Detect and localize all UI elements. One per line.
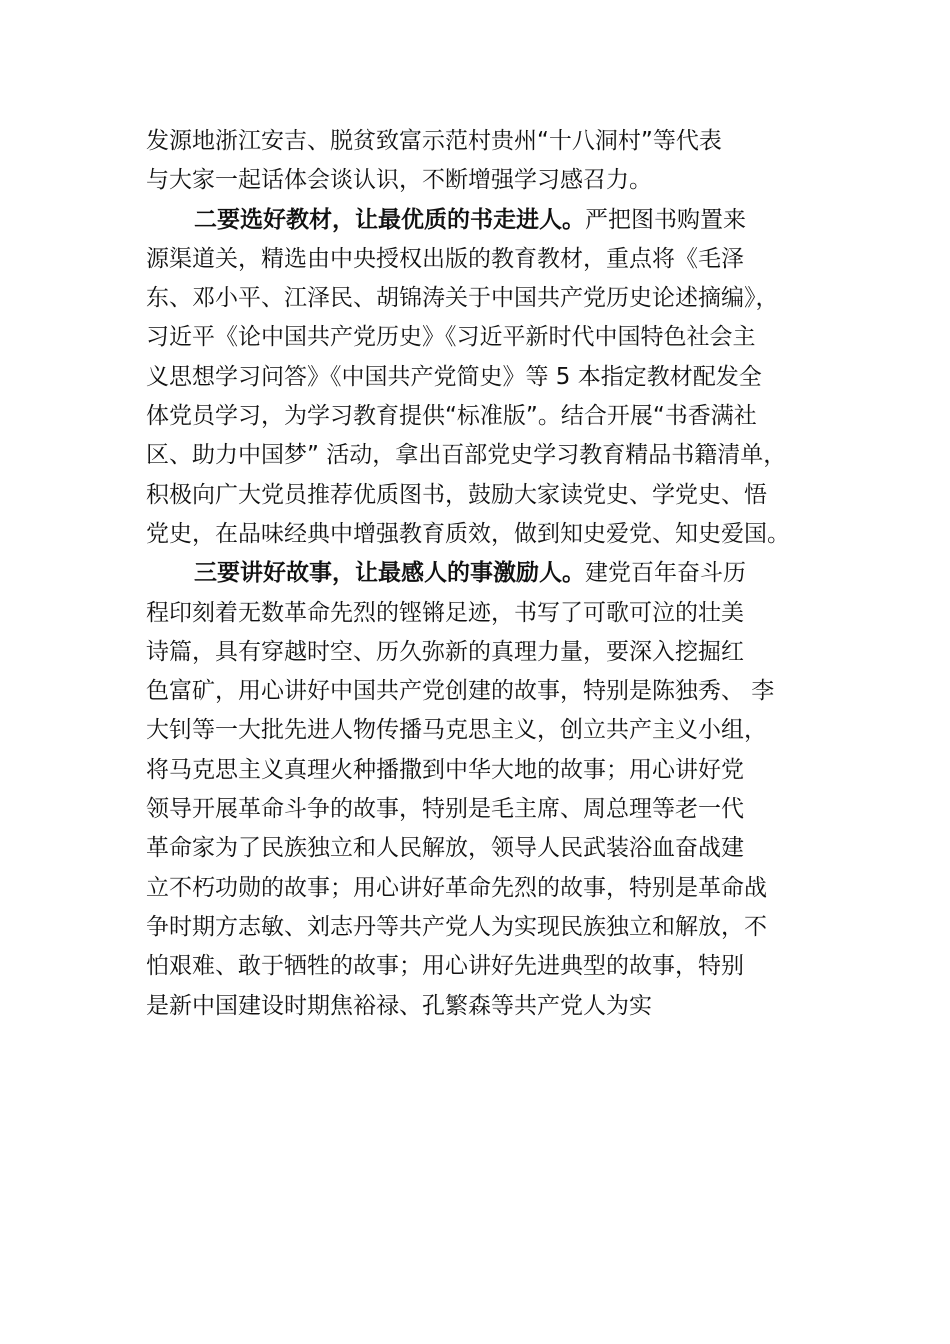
text-line: 义思想学习问答》《中国共产党简史》等 5 本指定教材配发全 [146,363,762,390]
text-line: 区、助力中国梦” 活动，拿出百部党史学习教育精品书籍清单， [146,442,787,469]
text-line: 将马克思主义真理火种播撒到中华大地的故事；用心讲好党 [146,756,744,783]
text-line: 诗篇，具有穿越时空、历久弥新的真理力量，要深入挖掘红 [146,638,744,665]
paragraph-heading: 二要选好教材，让最优质的书走进人。 [194,206,585,233]
text-line: 源渠道关，精选由中央授权出版的教育教材，重点将《毛泽 [146,245,744,272]
text-line: 党史，在品味经典中增强教育质效，做到知史爱党、知史爱国。 [146,520,790,547]
paragraph-3 [146,554,826,1026]
text-line: 争时期方志敏、刘志丹等共产党人为实现民族独立和解放，不 [146,913,767,940]
document-body [146,122,826,1026]
text-line [146,201,826,240]
text-line: 大钊等一大批先进人物传播马克思主义，创立共产主义小组， [146,717,767,744]
text-line: 与大家一起话体会谈认识，不断增强学习感召力。 [146,167,652,194]
text-line: 积极向广大党员推荐优质图书，鼓励大家读党史、学党史、悟 [146,481,767,508]
text-line [146,554,826,593]
text-line: 立不朽功勋的故事；用心讲好革命先烈的故事，特别是革命战 [146,874,767,901]
text-line: 体党员学习，为学习教育提供“标准版”。结合开展“书香满社 [146,403,757,430]
paragraph-2 [146,201,826,555]
text-segment: 严把图书购置来 [585,206,746,233]
text-line: 程印刻着无数革命先烈的铿锵足迹，书写了可歌可泣的壮美 [146,599,744,626]
text-line: 领导开展革命斗争的故事，特别是毛主席、周总理等老一代 [146,796,744,823]
text-line: 习近平《论中国共产党历史》《习近平新时代中国特色社会主 [146,324,756,351]
paragraph-1 [146,122,826,201]
text-line: 是新中国建设时期焦裕禄、孔繁森等共产党人为实 [146,992,652,1019]
text-line: 发源地浙江安吉、脱贫致富示范村贵州“十八洞村”等代表 [146,128,722,154]
text-line: 东、邓小平、江泽民、胡锦涛关于中国共产党历史论述摘编》， [146,285,779,312]
text-line: 革命家为了民族独立和人民解放，领导人民武装浴血奋战建 [146,835,744,862]
text-segment: 建党百年奋斗历 [585,560,746,587]
paragraph-heading: 三要讲好故事，让最感人的事激励人。 [194,560,585,587]
text-line: 怕艰难、敢于牺牲的故事；用心讲好先进典型的故事，特别 [146,953,744,980]
text-line: 色富矿，用心讲好中国共产党创建的故事，特别是陈独秀、 李 [146,678,775,705]
